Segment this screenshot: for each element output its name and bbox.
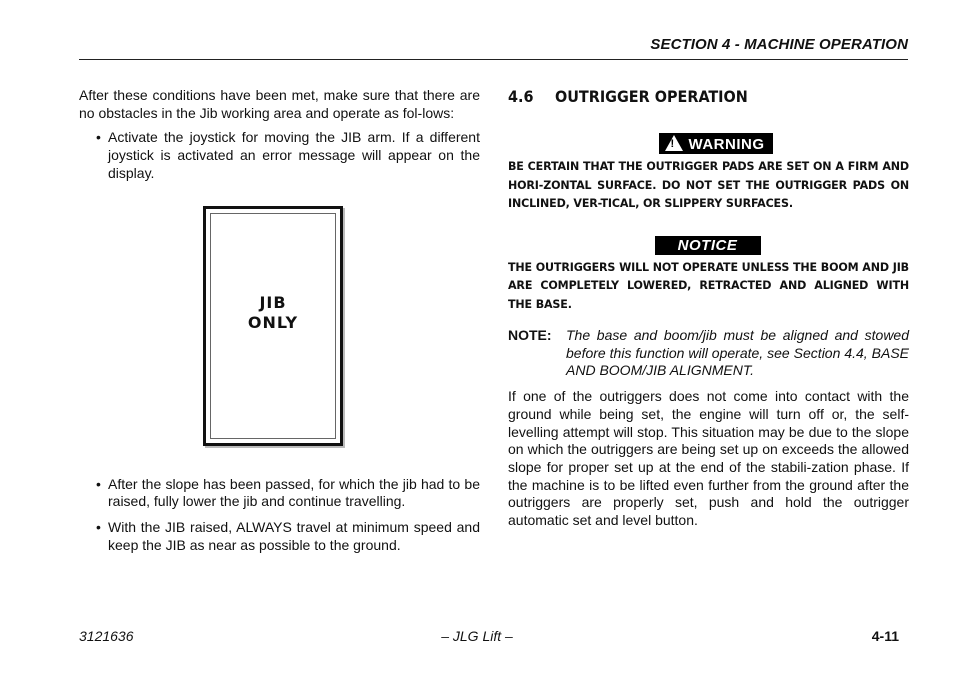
bullet-dot: • [96,129,101,146]
header-rule [79,59,908,60]
footer-page-number: 4-11 [871,628,899,644]
bullet-item [79,476,480,511]
warning-signal-row [508,133,909,154]
jib-only-decal [203,206,343,446]
outrigger-paragraph: If one of the outriggers does not come into contact with the ground while being set, the engine will turn off or, the self-levelling attempt will stop. This situation may be due to the slope on which the outriggers are being set up on exceeds the allowed slope for proper set up at the end of the stabili-zation phase. If the machine is to be lifted even further from the ground after the outriggers are properly set, push and hold the outrigger automatic set and level button. [508,388,909,529]
section-heading [508,87,909,107]
section-header-title: SECTION 4 - MACHINE OPERATION [650,36,908,53]
right-column [508,87,909,530]
bullet-dot: • [96,475,101,492]
footer-publisher: – JLG Lift – [441,628,513,644]
section-title: OUTRIGGER OPERATION [555,87,748,106]
footer-doc-number: 3121636 [79,628,134,644]
bullet-item [79,519,480,554]
decal-line-only: ONLY [247,312,299,332]
warning-triangle-icon [665,135,683,151]
decal-text [206,293,340,333]
bullet-text: Activate the joystick for moving the JIB arm. If a different joystick is activated an error message will appear on the display. [108,129,480,181]
exclamation-icon: ! [670,138,675,150]
note-text: The base and boom/jib must be aligned and stowed before this function will operate, see Section 4.4, BASE AND BOOM/JIB ALIGNMENT. [566,327,909,379]
notice-signal-row [508,236,909,255]
decal-line-jib: JIB [259,292,287,312]
intro-paragraph: After these conditions have been met, make sure that there are no obstacles in the Jib working area and operate as fol-lows: [79,87,480,121]
left-column [79,87,480,554]
bullet-text: With the JIB raised, ALWAYS travel at minimum speed and keep the JIB as near as possible to the ground. [108,518,480,553]
warning-text: BE CERTAIN THAT THE OUTRIGGER PADS ARE SET ON A FIRM AND HORI-ZONTAL SURFACE. DO NOT SET THE OUTRIGGER PADS ON INCLINED, VER-TICAL, OR SLIPPERY SURFACES. [508,160,909,210]
note-label: NOTE: [508,327,552,343]
bullet-dot: • [96,518,101,535]
bullet-item [79,129,480,182]
warning-label-text: WARNING [688,136,765,153]
jib-only-figure [79,206,480,452]
note-block [508,327,909,380]
warning-label [659,133,773,154]
bullet-text: After the slope has been passed, for which the jib had to be raised, fully lower the jib and continue travelling. [108,475,480,510]
section-number: 4.6 [508,87,534,106]
notice-text: THE OUTRIGGERS WILL NOT OPERATE UNLESS THE BOOM AND JIB ARE COMPLETELY LOWERED, RETRACTED AND ALIGNED WITH THE BASE. [508,260,909,311]
notice-label: NOTICE [655,236,761,255]
